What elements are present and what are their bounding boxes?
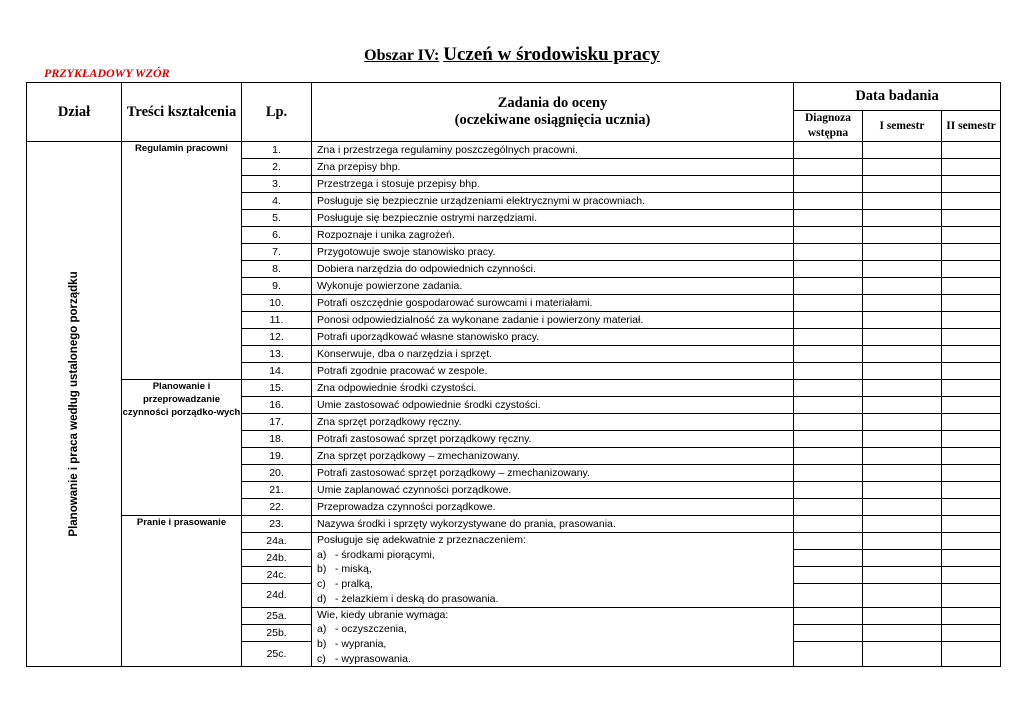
semestr-2-cell: [942, 465, 1001, 482]
semestr-2-cell: [942, 607, 1001, 624]
lp-cell: 7.: [242, 244, 312, 261]
lp-cell: 24b.: [242, 550, 312, 567]
task-cell: Potrafi oszczędnie gospodarować surowcami i materiałami.: [312, 295, 794, 312]
semestr-2-cell: [942, 641, 1001, 667]
diagnoza-cell: [794, 533, 863, 550]
diagnoza-cell: [794, 499, 863, 516]
area-cell: [27, 142, 122, 667]
diagnoza-cell: [794, 584, 863, 607]
subitem-text: - żelazkiem i deską do prasowania.: [335, 592, 499, 605]
semestr-1-cell: [863, 380, 942, 397]
task-cell: Przeprowadza czynności porządkowe.: [312, 499, 794, 516]
diagnoza-cell: [794, 624, 863, 641]
semestr-1-cell: [863, 567, 942, 584]
diagnoza-cell: [794, 193, 863, 210]
subitem-text: - pralką,: [335, 578, 373, 591]
header-lp: Lp.: [242, 83, 312, 142]
diagnoza-cell: [794, 397, 863, 414]
task-cell: Zna przepisy bhp.: [312, 159, 794, 176]
semestr-2-cell: [942, 499, 1001, 516]
semestr-2-cell: [942, 397, 1001, 414]
semestr-2-cell: [942, 142, 1001, 159]
semestr-1-cell: [863, 499, 942, 516]
semestr-1-cell: [863, 448, 942, 465]
header-zadania: [312, 83, 794, 142]
semestr-2-cell: [942, 159, 1001, 176]
task-cell: Konserwuje, dba o narzędzia i sprzęt.: [312, 346, 794, 363]
lp-cell: 17.: [242, 414, 312, 431]
semestr-2-cell: [942, 176, 1001, 193]
lp-cell: 11.: [242, 312, 312, 329]
semestr-1-cell: [863, 397, 942, 414]
diagnoza-cell: [794, 142, 863, 159]
task-cell: Wykonuje powierzone zadania.: [312, 278, 794, 295]
lp-cell: 6.: [242, 227, 312, 244]
semestr-1-cell: [863, 516, 942, 533]
task-subitem: [317, 652, 793, 667]
subitem-text: - środkami piorącymi,: [335, 548, 435, 561]
header-zadania-line2: (oczekiwane osiągnięcia ucznia): [454, 112, 651, 128]
semestr-2-cell: [942, 516, 1001, 533]
table-row: [27, 380, 1001, 397]
diagnoza-cell: [794, 567, 863, 584]
semestr-2-cell: [942, 448, 1001, 465]
semestr-2-cell: [942, 550, 1001, 567]
task-cell: Zna odpowiednie środki czystości.: [312, 380, 794, 397]
semestr-1-cell: [863, 193, 942, 210]
task-subitem: [317, 548, 793, 563]
header-semestr-1: I semestr: [863, 111, 942, 142]
page-title: [0, 44, 1024, 66]
lp-cell: 25c.: [242, 641, 312, 667]
task-cell: Zna sprzęt porządkowy ręczny.: [312, 414, 794, 431]
semestr-1-cell: [863, 624, 942, 641]
lp-cell: 25b.: [242, 624, 312, 641]
task-cell: Rozpoznaje i unika zagrożeń.: [312, 227, 794, 244]
semestr-1-cell: [863, 159, 942, 176]
task-cell: Potrafi zastosować sprzęt porządkowy ręczny.: [312, 431, 794, 448]
semestr-1-cell: [863, 295, 942, 312]
title-main: Uczeń w środowisku pracy: [443, 44, 660, 65]
diagnoza-cell: [794, 380, 863, 397]
subitem-label: c): [317, 578, 326, 591]
semestr-1-cell: [863, 533, 942, 550]
lp-cell: 12.: [242, 329, 312, 346]
diagnoza-cell: [794, 641, 863, 667]
diagnoza-cell: [794, 159, 863, 176]
task-intro: Wie, kiedy ubranie wymaga:: [317, 608, 449, 621]
semestr-2-cell: [942, 482, 1001, 499]
lp-cell: 22.: [242, 499, 312, 516]
diagnoza-cell: [794, 363, 863, 380]
header-semestr-2: II semestr: [942, 111, 1001, 142]
task-cell-multi: [312, 533, 794, 608]
subitem-label: a): [317, 548, 327, 561]
semestr-1-cell: [863, 363, 942, 380]
semestr-2-cell: [942, 261, 1001, 278]
lp-cell: 14.: [242, 363, 312, 380]
diagnoza-cell: [794, 482, 863, 499]
task-cell: Przygotowuje swoje stanowisko pracy.: [312, 244, 794, 261]
task-cell: Nazywa środki i sprzęty wykorzystywane do prania, prasowania.: [312, 516, 794, 533]
diagnoza-cell: [794, 295, 863, 312]
lp-cell: 24a.: [242, 533, 312, 550]
lp-cell: 3.: [242, 176, 312, 193]
header-dzial: Dział: [27, 83, 122, 142]
semestr-2-cell: [942, 312, 1001, 329]
diagnoza-cell: [794, 329, 863, 346]
sample-label: PRZYKŁADOWY WZÓR: [44, 66, 170, 80]
task-cell: Ponosi odpowiedzialność za wykonane zadanie i powierzony materiał.: [312, 312, 794, 329]
subitem-text: - miską,: [335, 563, 372, 576]
semestr-1-cell: [863, 414, 942, 431]
semestr-1-cell: [863, 431, 942, 448]
semestr-1-cell: [863, 142, 942, 159]
diagnoza-cell: [794, 312, 863, 329]
subitem-label: b): [317, 563, 327, 576]
header-data-badania: Data badania: [794, 83, 1001, 111]
lp-cell: 9.: [242, 278, 312, 295]
table-row: [27, 142, 1001, 159]
lp-cell: 19.: [242, 448, 312, 465]
semestr-1-cell: [863, 244, 942, 261]
subitem-text: - oczyszczenia,: [335, 623, 407, 636]
semestr-2-cell: [942, 193, 1001, 210]
task-cell: Umie zastosować odpowiednie środki czystości.: [312, 397, 794, 414]
semestr-1-cell: [863, 465, 942, 482]
header-zadania-line1: Zadania do oceny: [497, 95, 608, 111]
task-cell: Przestrzega i stosuje przepisy bhp.: [312, 176, 794, 193]
semestr-1-cell: [863, 607, 942, 624]
diagnoza-cell: [794, 261, 863, 278]
diagnoza-cell: [794, 210, 863, 227]
task-cell: Potrafi zgodnie pracować w zespole.: [312, 363, 794, 380]
semestr-1-cell: [863, 176, 942, 193]
diagnoza-cell: [794, 227, 863, 244]
subitem-label: a): [317, 623, 327, 636]
lp-cell: 4.: [242, 193, 312, 210]
diagnoza-cell: [794, 465, 863, 482]
header-tresci: Treści kształcenia: [122, 83, 242, 142]
semestr-1-cell: [863, 641, 942, 667]
semestr-1-cell: [863, 482, 942, 499]
task-cell: Potrafi zastosować sprzęt porządkowy – zmechanizowany.: [312, 465, 794, 482]
semestr-2-cell: [942, 584, 1001, 607]
semestr-2-cell: [942, 295, 1001, 312]
semestr-1-cell: [863, 312, 942, 329]
lp-cell: 21.: [242, 482, 312, 499]
title-prefix: Obszar IV:: [364, 47, 440, 64]
semestr-2-cell: [942, 346, 1001, 363]
lp-cell: 15.: [242, 380, 312, 397]
semestr-1-cell: [863, 550, 942, 567]
semestr-2-cell: [942, 533, 1001, 550]
subitem-label: d): [317, 592, 327, 605]
semestr-1-cell: [863, 329, 942, 346]
lp-cell: 13.: [242, 346, 312, 363]
diagnoza-cell: [794, 176, 863, 193]
semestr-2-cell: [942, 380, 1001, 397]
semestr-2-cell: [942, 414, 1001, 431]
diagnoza-cell: [794, 607, 863, 624]
lp-cell: 20.: [242, 465, 312, 482]
task-subitem: [317, 577, 793, 592]
diagnoza-cell: [794, 448, 863, 465]
subitem-text: - wyprania,: [335, 637, 387, 650]
semestr-1-cell: [863, 227, 942, 244]
task-subitem: [317, 637, 793, 652]
lp-cell: 1.: [242, 142, 312, 159]
task-subitem: [317, 592, 793, 607]
section-s2: Planowanie i przeprowadzanie czynności porządko-wych: [122, 380, 242, 516]
task-cell: Umie zaplanować czynności porządkowe.: [312, 482, 794, 499]
lp-cell: 25a.: [242, 607, 312, 624]
semestr-1-cell: [863, 584, 942, 607]
subitem-label: c): [317, 652, 326, 665]
semestr-2-cell: [942, 227, 1001, 244]
semestr-1-cell: [863, 346, 942, 363]
lp-cell: 24d.: [242, 584, 312, 607]
task-cell: Posługuje się bezpiecznie urządzeniami elektrycznymi w pracowniach.: [312, 193, 794, 210]
lp-cell: 8.: [242, 261, 312, 278]
semestr-1-cell: [863, 261, 942, 278]
lp-cell: 23.: [242, 516, 312, 533]
task-intro: Posługuje się adekwatnie z przeznaczeniem:: [317, 534, 526, 546]
lp-cell: 2.: [242, 159, 312, 176]
semestr-2-cell: [942, 329, 1001, 346]
task-cell: Posługuje się bezpiecznie ostrymi narzędziami.: [312, 210, 794, 227]
diagnoza-cell: [794, 414, 863, 431]
task-cell: Potrafi uporządkować własne stanowisko pracy.: [312, 329, 794, 346]
diagnoza-cell: [794, 346, 863, 363]
semestr-2-cell: [942, 567, 1001, 584]
lp-cell: 10.: [242, 295, 312, 312]
semestr-2-cell: [942, 278, 1001, 295]
lp-cell: 24c.: [242, 567, 312, 584]
diagnoza-cell: [794, 244, 863, 261]
diagnoza-cell: [794, 516, 863, 533]
task-cell-multi: [312, 607, 794, 667]
semestr-2-cell: [942, 431, 1001, 448]
diagnoza-cell: [794, 550, 863, 567]
assessment-table: [26, 82, 1001, 667]
semestr-2-cell: [942, 210, 1001, 227]
semestr-1-cell: [863, 210, 942, 227]
task-subitem: [317, 622, 793, 637]
diagnoza-cell: [794, 278, 863, 295]
diagnoza-cell: [794, 431, 863, 448]
task-cell: Zna sprzęt porządkowy – zmechanizowany.: [312, 448, 794, 465]
task-subitem: [317, 562, 793, 577]
semestr-2-cell: [942, 244, 1001, 261]
area-label: Planowanie i praca według ustalonego porządku: [68, 271, 80, 537]
table-row: [27, 516, 1001, 533]
section-s1: Regulamin pracowni: [122, 142, 242, 380]
section-s3: Pranie i prasowanie: [122, 516, 242, 667]
subitem-text: - wyprasowania.: [335, 652, 411, 665]
semestr-2-cell: [942, 624, 1001, 641]
semestr-1-cell: [863, 278, 942, 295]
subitem-label: b): [317, 637, 327, 650]
task-cell: Dobiera narzędzia do odpowiednich czynności.: [312, 261, 794, 278]
semestr-2-cell: [942, 363, 1001, 380]
lp-cell: 16.: [242, 397, 312, 414]
header-diagnoza: Diagnoza wstępna: [794, 111, 863, 142]
lp-cell: 5.: [242, 210, 312, 227]
task-cell: Zna i przestrzega regulaminy poszczególnych pracowni.: [312, 142, 794, 159]
lp-cell: 18.: [242, 431, 312, 448]
